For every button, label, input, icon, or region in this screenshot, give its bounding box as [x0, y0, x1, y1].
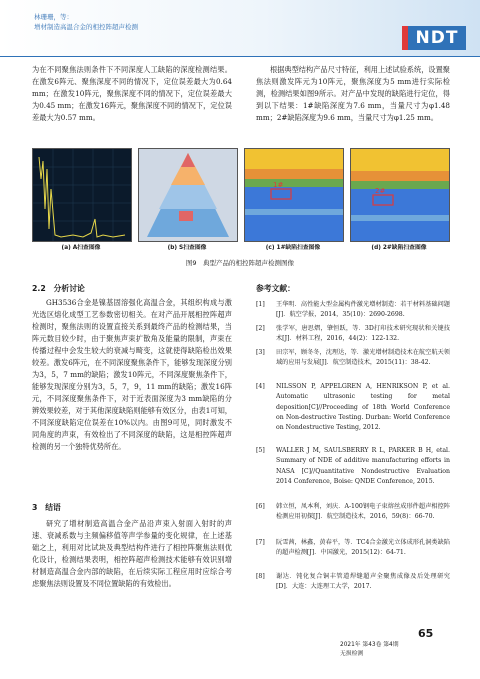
reference-item: [256, 324, 450, 345]
reference-item: [256, 300, 450, 321]
reference-text: WALLER J M, SAULSBERRY R L, PARKER B H, etal. Summary of NDE of additive manufacturing efforts in NASA [C]//Quantitative Nondestructive Evaluation 2014 Conference, Boise: QNDE Conference, 2015.: [276, 447, 450, 485]
a-scan-panel: [32, 148, 132, 242]
reference-number: [1]: [256, 301, 265, 308]
reference-number: [8]: [256, 573, 265, 580]
reference-item: [256, 382, 450, 433]
section-2-2-body: GH3536合金是镍基固溶强化高温合金，其组织构成与激光选区熔化成型工艺参数密切相关。在对产品开展相控阵超声检测时，聚焦法则的设置直接关系到最终产品的检测结果，当阵元数目较少时，由于聚焦声束扩散角及能量的限制，声束在传播过程中会发生较大的衰减与畸变，这就使得缺陷检出效果较差。激发6阵元，在不同深度聚焦条件下，能够发现深度分别为3，5，7 mm的缺陷；激发10阵元，不同深度聚焦条件下，能够发现深度分别为3，5，7，9，11 mm的缺陷；激发16阵元，不同深度聚焦条件下，对于近表面深度为3 mm缺陷的分辨效果较差，对于其他深度缺陷则能够有效区分，由表1可知，不同深度缺陷定位误差在10%以内。由图9可见，同时激发不同角度的声束，有效检出了不同深度的缺陷，这是相控阵超声检测的另一个独特优势所在。: [32, 298, 232, 451]
defect-1-plot: [245, 149, 343, 241]
reference-text: 韩立恒，凤本利，刘庆．A-100钢电子束熔丝成形件超声相控阵检测应用初探[J]．航空制造技术，2016，59(8)：66-70.: [276, 503, 450, 521]
reference-text: 阮雪茜，林鑫，黄春平，等．TC4合金激光立体成形孔洞类缺陷的超声检测[J]．中国激光，2015(12)：64-71.: [276, 539, 450, 557]
caption-a: (a) A扫查图像: [61, 245, 101, 251]
figure-title: 图9 典型产品的相控阵超声检测图像: [185, 259, 295, 267]
journal-logo: NDT: [408, 26, 466, 50]
reference-number: [5]: [256, 447, 265, 454]
reference-text: 王华明．高性能大型金属构件激光增材制造：若干材料基础问题[J]．航空学报，2014，35(10)：2690-2698.: [276, 301, 450, 319]
defect-2-plot: [351, 149, 449, 241]
defect-1-marker: 1#: [273, 181, 284, 189]
section-2-2-heading: 2.2 分析讨论: [32, 284, 85, 293]
reference-text: 张学军，唐思熠，肇恒跃，等．3D打印技术研究现状和关键技术[J]．材料工程，2016，44(2)：122-132.: [276, 325, 450, 343]
figure-9: [32, 148, 448, 256]
a-scan-plot: [33, 149, 131, 241]
caption-c: (c) 1#缺陷扫查图像: [265, 245, 321, 251]
reference-number: [2]: [256, 325, 265, 332]
defect-1-panel: [244, 148, 344, 242]
reference-text: 田宗军，顾冬冬，沈理达，等．激光增材制造技术在航空航天领域的应用与发展[J]．航空制造技术，2015(11)：38-42.: [276, 349, 450, 367]
references-heading: 参考文献：: [256, 284, 295, 293]
reference-number: [6]: [256, 503, 265, 510]
reference-item: [256, 572, 450, 593]
reference-item: [256, 348, 450, 369]
page-number: 65: [418, 627, 434, 640]
s-scan-plot: [139, 149, 237, 241]
caption-b: (b) S扫查图像: [167, 245, 207, 251]
s-scan-panel: [138, 148, 238, 242]
section-3-heading: 3 结语: [32, 503, 61, 512]
right-top-paragraph: 根据典型结构产品尺寸特征，利用上述试验系统，设置聚焦法则激发阵元为10阵元，聚焦深度为5 mm进行实际检测，检测结果如图9所示。对产品中发现的缺陷进行定位，得到以下结果：1#缺陷深度为7.6 mm，当量尺寸为φ1.48 mm；2#缺陷深度为9.6 mm，当量尺寸为φ1.25 mm。: [256, 65, 450, 122]
reference-text: 谢达．钝化复合铜丰管道焊缝超声全聚焦成像及后处理研究[D]．大连：大连理工大学，2017.: [276, 573, 450, 591]
footer-meta: [340, 641, 399, 659]
page-header: [0, 0, 480, 57]
reference-item: [256, 538, 450, 559]
left-top-paragraph: 为在不同聚焦法则条件下不同深度人工缺陷的深度检测结果。在激发6阵元、聚焦深度不同的情况下，定位误差最大为0.64 mm；在激发10阵元，聚焦深度不同的情况下，定位误差最大为0.45 mm；在激发16阵元，聚焦深度不同的情况下，定位误差最大为0.57 mm。: [32, 65, 232, 122]
reference-number: [4]: [256, 383, 265, 390]
reference-number: [7]: [256, 539, 265, 546]
reference-item: [256, 502, 450, 523]
header-authors: 林珊珊，等：: [34, 13, 73, 21]
defect-2-marker: 2#: [375, 187, 386, 195]
reference-item: [256, 446, 450, 487]
section-3-body: 研究了增材制造高温合金产品沿声束入射面入射时的声速、衰减系数与主频偏移值等声学参量的变化规律，在上述基础之上，利用对比试块及典型结构件进行了相控阵聚焦法则优化设计，检测结果表明，相控阵超声检测技术能够有效识别增材制造高温合金内部的缺陷，在后续实际工程应用时应综合考虑聚焦法则设置及不同位置缺陷的有效检出。: [32, 519, 232, 588]
reference-number: [3]: [256, 349, 265, 356]
defect-2-panel: [350, 148, 450, 242]
footer-issue: 2021年 第43卷 第4期: [340, 642, 399, 648]
footer-journal: 无损检测: [340, 651, 364, 657]
header-article-title: 增材制造高温合金的相控阵超声检测: [34, 23, 138, 31]
caption-d: (d) 2#缺陷扫查图像: [371, 245, 427, 251]
reference-text: NILSSON P, APPELGREN A, HENRIKSON P, et al. Automatic ultrasonic testing for metal deposition[C]//Proceeding of 18th World Conference on Non-destructive Testing. Durban: World Conference on Nondestructive Testing, 2012.: [276, 383, 450, 432]
